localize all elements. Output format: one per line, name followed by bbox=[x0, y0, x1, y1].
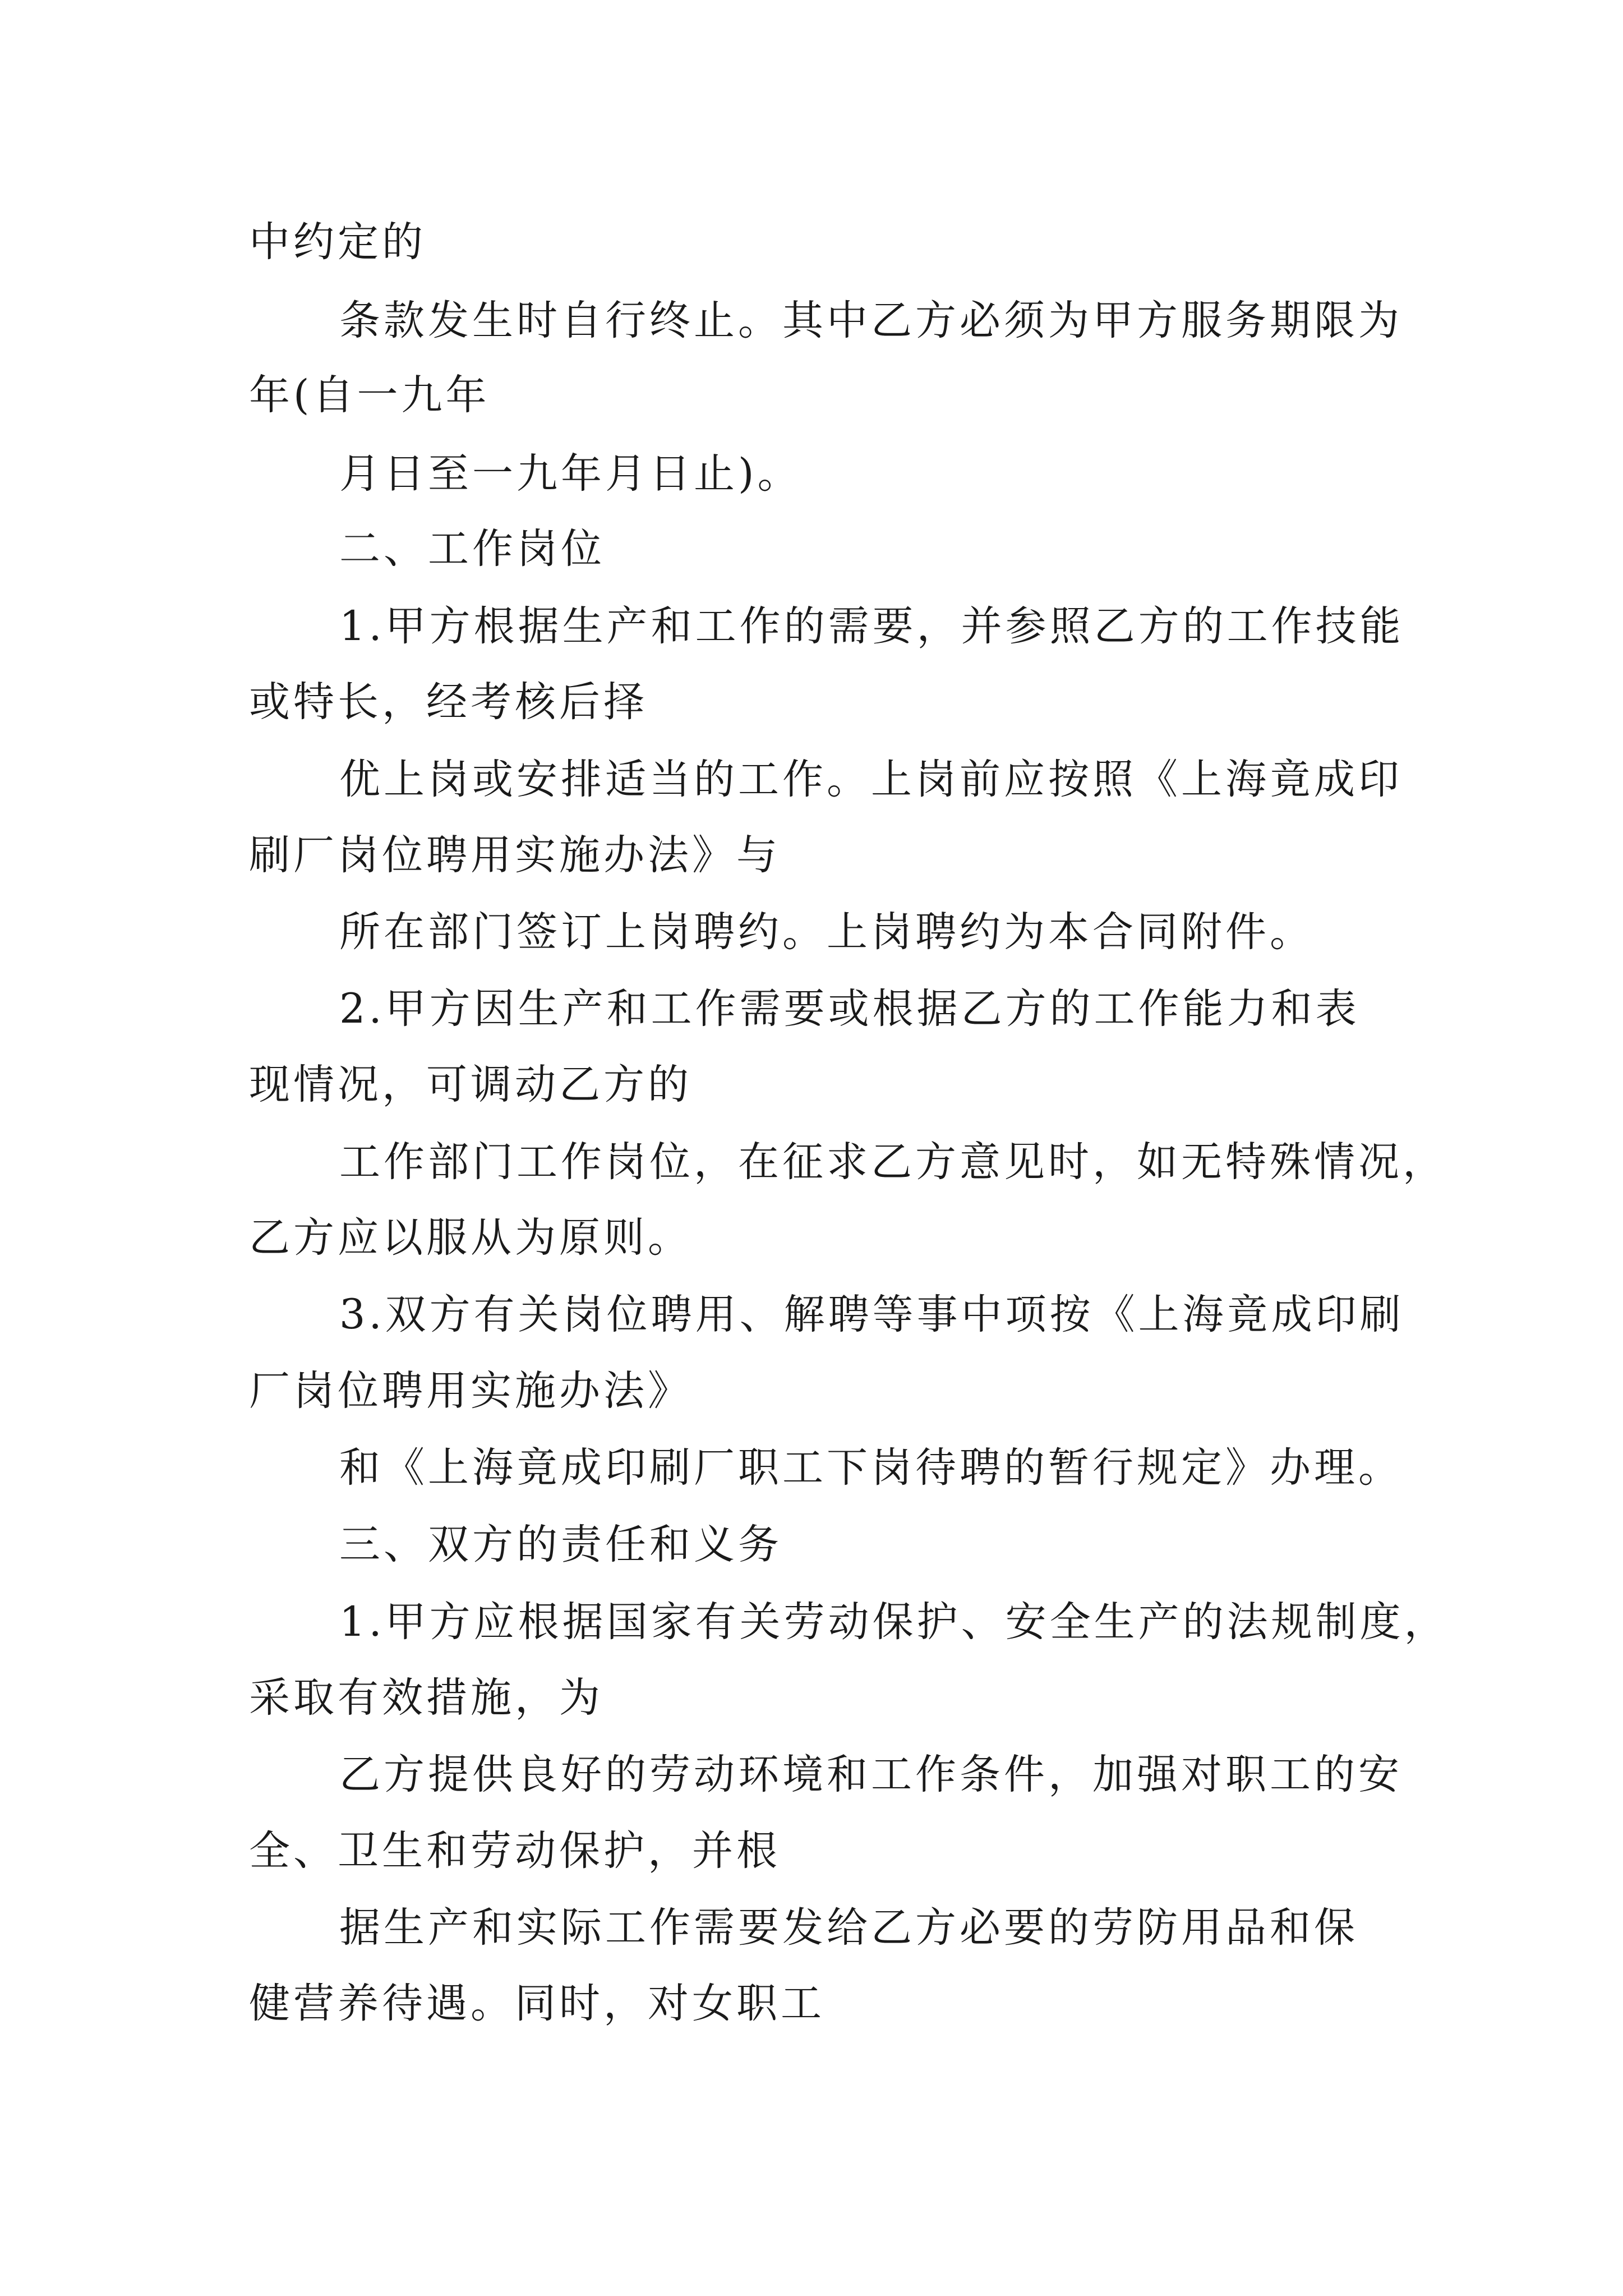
section-heading: 二、工作岗位 bbox=[339, 525, 605, 573]
text-line: 所在部门签订上岗聘约。上岗聘约为本合同附件。 bbox=[339, 908, 1314, 956]
text-line: 1.甲方根据生产和工作的需要，并参照乙方的工作技能 bbox=[339, 602, 1404, 650]
text-line: 中约定的 bbox=[249, 218, 426, 266]
text-line: 优上岗或安排适当的工作。上岗前应按照《上海竟成印 bbox=[339, 756, 1403, 803]
text-line: 据生产和实际工作需要发给乙方必要的劳防用品和保 bbox=[339, 1904, 1358, 1952]
text-line: 年(自一九年 bbox=[249, 371, 490, 419]
text-line: 采取有效措施，为 bbox=[249, 1674, 603, 1722]
text-line: 乙方提供良好的劳动环境和工作条件，加强对职工的安 bbox=[339, 1751, 1403, 1798]
text-line: 月日至一九年月日止)。 bbox=[339, 450, 802, 498]
section-heading: 三、双方的责任和义务 bbox=[339, 1521, 782, 1568]
text-line: 和《上海竟成印刷厂职工下岗待聘的暂行规定》办理。 bbox=[339, 1444, 1403, 1492]
text-line: 现情况，可调动乙方的 bbox=[249, 1061, 692, 1108]
text-line: 条款发生时自行终止。其中乙方必须为甲方服务期限为 bbox=[339, 297, 1403, 344]
text-line: 全、卫生和劳动保护，并根 bbox=[249, 1827, 781, 1875]
text-line: 或特长，经考核后择 bbox=[249, 678, 648, 726]
text-line: 2.甲方因生产和工作需要或根据乙方的工作能力和表 bbox=[339, 985, 1360, 1033]
text-line: 1.甲方应根据国家有关劳动保护、安全生产的法规制度， bbox=[339, 1598, 1449, 1646]
text-line: 3.双方有关岗位聘用、解聘等事中项按《上海竟成印刷 bbox=[339, 1291, 1404, 1338]
text-line: 健营养待遇。同时，对女职工 bbox=[249, 1980, 825, 2027]
text-line: 乙方应以服从为原则。 bbox=[249, 1214, 692, 1262]
text-line: 刷厂岗位聘用实施办法》与 bbox=[249, 831, 781, 879]
text-line: 工作部门工作岗位，在征求乙方意见时，如无特殊情况， bbox=[339, 1138, 1447, 1186]
text-line: 厂岗位聘用实施办法》 bbox=[249, 1367, 692, 1415]
